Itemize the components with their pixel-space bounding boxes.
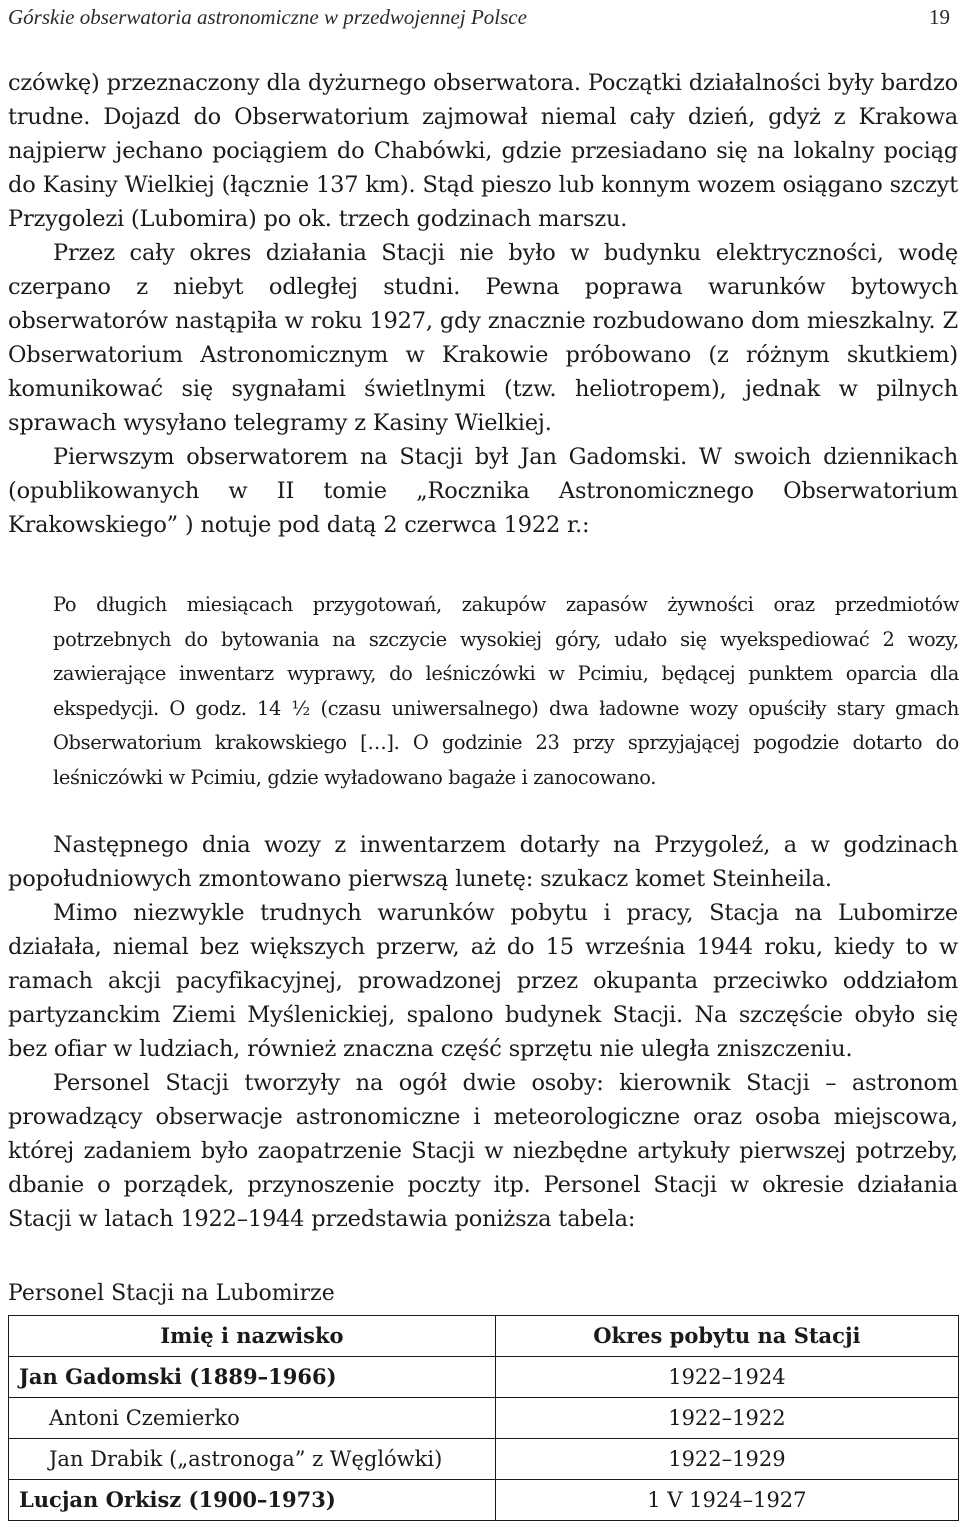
cell-name: Lucjan Orkisz (1900–1973) <box>9 1480 496 1521</box>
paragraph: czówkę) przeznaczony dla dyżurnego obserwatora. Początki działalności były bardzo trudne. Dojazd do Obserwatorium zajmował niemal cały dzień, gdyż z Krakowa najpierw jechano pociągiem do Chabówki, gdzie przesiadano się na lokalny pociąg do Kasiny Wielkiej (łącznie 137 km). Stąd pieszo lub konnym wozem osiągano szczyt Przygolezi (Lubomira) po ok. trzech godzinach marszu. <box>8 70 958 232</box>
cell-period: 1922–1922 <box>495 1398 958 1439</box>
table-caption: Personel Stacji na Lubomirze <box>8 1281 335 1306</box>
cell-name: Jan Drabik („astronoga” z Węglówki) <box>9 1439 496 1480</box>
cell-period: 1922–1924 <box>495 1357 958 1398</box>
paragraph: Mimo niezwykle trudnych warunków pobytu i pracy, Stacja na Lubomirze działała, niemal bez większych przerw, aż do 15 września 1944 roku, kiedy to w ramach akcji pacyfikacyjnej, prowadzonej przez okupanta przeciwko oddziałom partyzanckim Ziemi Myślenickiej, spalono budynek Stacji. Na szczęście obyło się bez ofiar w ludziach, również znaczna część sprzętu nie uległa zniszczeniu. <box>8 900 958 1062</box>
staff-table <box>8 1315 959 1521</box>
block-quote <box>53 588 959 795</box>
cell-period: 1 V 1924–1927 <box>495 1480 958 1521</box>
cell-name: Antoni Czemierko <box>9 1398 496 1439</box>
paragraph: Personel Stacji tworzyły na ogół dwie osoby: kierownik Stacji – astronom prowadzący obserwacje astronomiczne i meteorologiczne oraz osoba miejscowa, której zadaniem było zaopatrzenie Stacji w niezbędne artykuły pierwszej potrzeby, dbanie o porządek, przynoszenie poczty itp. Personel Stacji w okresie działania Stacji w latach 1922–1944 przedstawia poniższa tabela: <box>8 1070 958 1232</box>
column-header-period: Okres pobytu na Stacji <box>495 1316 958 1357</box>
running-head <box>8 2 952 32</box>
paragraph: Przez cały okres działania Stacji nie było w budynku elektryczności, wodę czerpano z niebyt odległej studni. Pewna poprawa warunków bytowych obserwatorów nastąpiła w roku 1927, gdy znacznie rozbudowano dom mieszkalny. Z Obserwatorium Astronomicznym w Krakowie próbowano (z różnym skutkiem) komunikować się sygnałami świetlnymi (tzw. heliotropem), jednak w pilnych sprawach wysyłano telegramy z Kasiny Wielkiej. <box>8 240 958 436</box>
paragraph: Pierwszym obserwatorem na Stacji był Jan Gadomski. W swoich dziennikach (opublikowanych w II tomie „Rocznika Astronomicznego Obserwatorium Krakowskiego” ) notuje pod datą 2 czerwca 1922 r.: <box>8 444 958 538</box>
table-row <box>9 1480 959 1521</box>
table-header-row <box>9 1316 959 1357</box>
column-header-name: Imię i nazwisko <box>9 1316 496 1357</box>
running-head-title: Górskie obserwatoria astronomiczne w przedwojennej Polsce <box>8 5 527 29</box>
page-number: 19 <box>929 5 950 29</box>
table-row <box>9 1398 959 1439</box>
cell-period: 1922–1929 <box>495 1439 958 1480</box>
table-row <box>9 1439 959 1480</box>
body-text-bottom <box>8 828 958 1236</box>
quote-text: Po długich miesiącach przygotowań, zakupów zapasów żywności oraz przedmiotów potrzebnych do bytowania na szczycie wysokiej góry, udało się wyekspediować 2 wozy, zawierające inwentarz wyprawy, do leśniczówki w Pcimiu, będącej punktem oparcia dla ekspedycji. O godz. 14 ½ (czasu uniwersalnego) dwa ładowne wozy opuściły stary gmach Obserwatorium krakowskiego […]. O godzinie 23 przy sprzyjającej pogodzie dotarto do leśniczówki w Pcimiu, gdzie wyładowano bagaże i zanocowano. <box>53 593 959 789</box>
paragraph: Następnego dnia wozy z inwentarzem dotarły na Przygoleź, a w godzinach popołudniowych zmontowano pierwszą lunetę: szukacz komet Steinheila. <box>8 832 958 892</box>
body-text-top <box>8 66 958 542</box>
table-row <box>9 1357 959 1398</box>
cell-name: Jan Gadomski (1889–1966) <box>9 1357 496 1398</box>
